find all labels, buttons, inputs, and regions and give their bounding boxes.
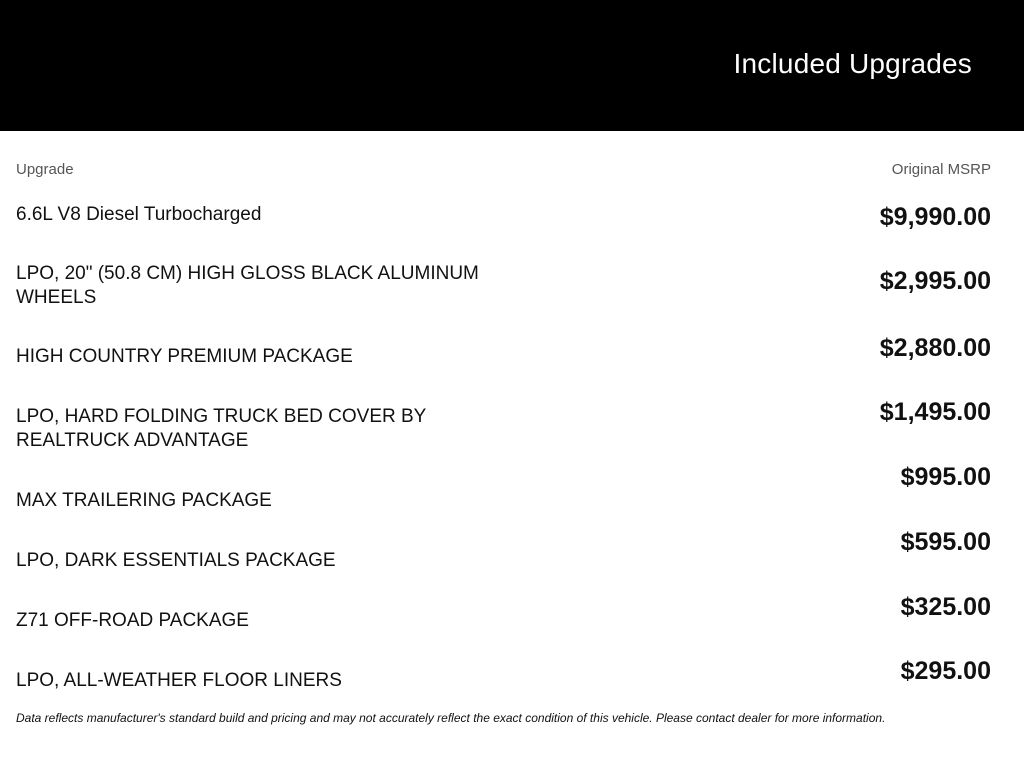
upgrade-price: $595.00 xyxy=(900,528,991,556)
page-title: Included Upgrades xyxy=(733,48,972,79)
upgrade-price: $295.00 xyxy=(900,657,991,685)
upgrade-name: LPO, ALL-WEATHER FLOOR LINERS xyxy=(16,670,342,691)
header-bar xyxy=(0,0,1024,131)
upgrade-name: HIGH COUNTRY PREMIUM PACKAGE xyxy=(16,346,353,367)
column-header-upgrade: Upgrade xyxy=(16,161,74,178)
upgrade-name: LPO, DARK ESSENTIALS PACKAGE xyxy=(16,550,336,571)
upgrade-name: MAX TRAILERING PACKAGE xyxy=(16,490,272,511)
column-header-msrp: Original MSRP xyxy=(891,161,991,178)
upgrade-price: $2,995.00 xyxy=(879,267,991,295)
upgrade-name: 6.6L V8 Diesel Turbocharged xyxy=(16,204,262,225)
upgrade-name: LPO, HARD FOLDING TRUCK BED COVER BY REALTRUCK ADVANTAGE xyxy=(16,406,426,451)
disclaimer-text: Data reflects manufacturer's standard build and pricing and may not accurately reflect the exact condition of this vehicle. Please contact dealer for more information. xyxy=(16,711,886,725)
upgrade-price: $1,495.00 xyxy=(879,398,991,426)
upgrade-price: $9,990.00 xyxy=(879,203,991,231)
upgrade-price: $995.00 xyxy=(900,463,991,491)
upgrade-name: LPO, 20" (50.8 CM) HIGH GLOSS BLACK ALUMINUM WHEELS xyxy=(16,263,479,308)
upgrade-name: Z71 OFF-ROAD PACKAGE xyxy=(16,610,249,631)
upgrade-price: $2,880.00 xyxy=(879,334,991,362)
upgrade-price: $325.00 xyxy=(900,593,991,621)
